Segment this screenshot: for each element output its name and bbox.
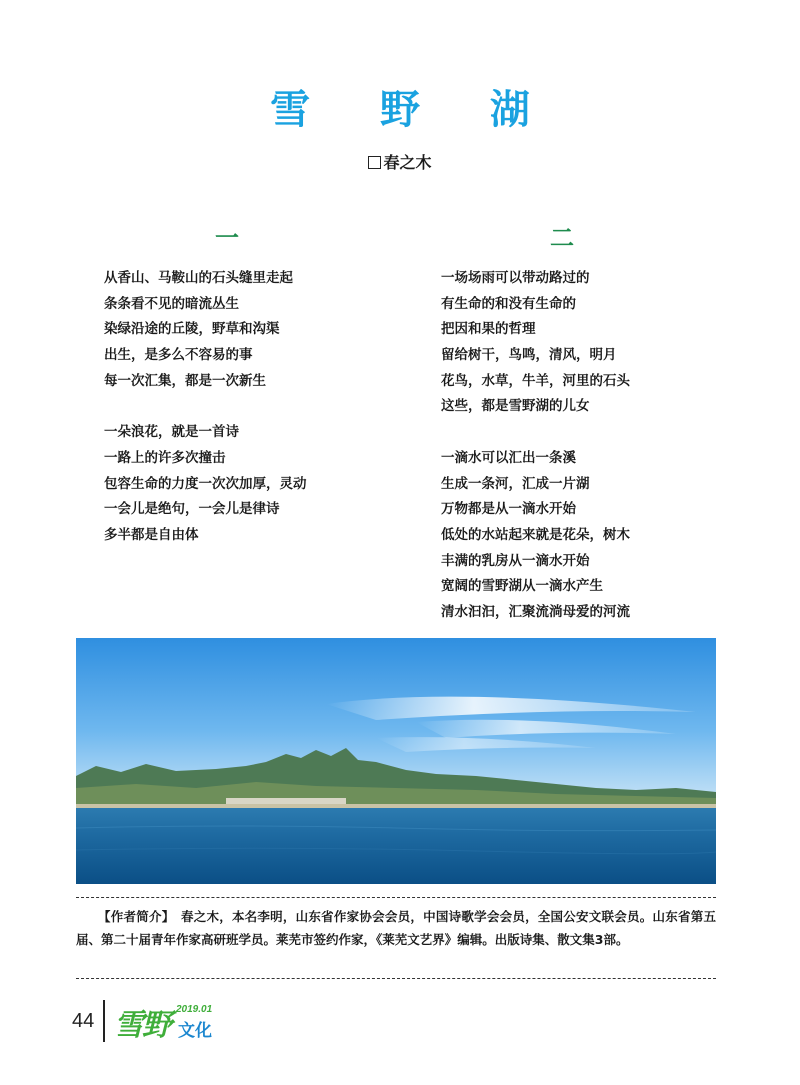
poem-line: 有生命的和没有生命的: [441, 295, 576, 312]
poem-line: 每一次汇集，都是一次新生: [104, 372, 266, 389]
poem-line: 一朵浪花，就是一首诗: [104, 424, 239, 441]
poem-line: 从香山、马鞍山的石头缝里走起: [104, 270, 293, 286]
logo-char-2: 野: [142, 1008, 170, 1043]
poem-line: 丰满的乳房从一滴水开始: [441, 552, 590, 569]
square-icon: [368, 156, 381, 169]
stanza: [441, 266, 731, 420]
poem-line: 万物都是从一滴水开始: [441, 501, 576, 518]
author-name: 春之木: [383, 153, 432, 172]
stanza: [104, 266, 404, 394]
poem-line: 条条看不见的暗流丛生: [104, 295, 239, 312]
page-number: 44: [72, 1010, 95, 1032]
poem-line: 花鸟，水草，牛羊，河里的石头: [441, 372, 630, 389]
author-bio: 【作者简介】 春之木，本名李明，山东省作家协会会员，中国诗歌学会会员，全国公安文联会员。山东省第五届、第二十届青年作家高研班学员。莱芜市签约作家，《莱芜文艺界》编辑。出版诗集、散文集3部。: [76, 909, 716, 947]
poem-line: 这些，都是雪野湖的儿女: [441, 398, 590, 415]
poem-line: 低处的水站起来就是花朵，树木: [441, 526, 630, 543]
article-title: 雪 野 湖: [270, 87, 558, 133]
poem-line: 清水汩汩，汇聚流淌母爱的河流: [441, 603, 630, 620]
poem-line: 出生，是多么不容易的事: [104, 347, 253, 364]
poem-line: 生成一条河，汇成一片湖: [441, 475, 590, 492]
poem-line: 一场场雨可以带动路过的: [441, 270, 590, 286]
stanza: [441, 446, 731, 626]
poem-line: 把因和果的哲理: [441, 321, 536, 338]
poem-line: 一路上的许多次撞击: [104, 449, 226, 466]
poem-line: 一会儿是绝句，一会儿是律诗: [104, 501, 280, 518]
footer-divider: [103, 1000, 105, 1042]
logo-subtitle: 文化: [178, 1021, 212, 1041]
article-author: [0, 150, 800, 173]
divider-bottom: [76, 978, 716, 979]
poem-section-2: [441, 266, 731, 626]
issue-number: 2019.01: [176, 1004, 213, 1015]
poem-line: 多半都是自由体: [104, 526, 199, 543]
poem-section-1: [104, 266, 404, 549]
poem-line: 一滴水可以汇出一条溪: [441, 449, 576, 466]
lake-landscape-image: [76, 638, 716, 884]
poem-line: 宽阔的雪野湖从一滴水产生: [441, 578, 603, 595]
section-number-1: 一: [215, 224, 239, 252]
poem-line: 染绿沿途的丘陵，野草和沟渠: [104, 321, 280, 338]
poem-line: 包容生命的力度一次次加厚，灵动: [104, 475, 307, 492]
divider-top: [76, 897, 716, 898]
logo-char-1: 雪: [114, 1008, 142, 1043]
magazine-logo: [114, 1000, 170, 1044]
poem-line: 留给树干，鸟鸣，清风，明月: [441, 347, 617, 364]
section-number-2: 二: [550, 224, 574, 252]
lake-photo: [76, 638, 716, 884]
stanza: [104, 420, 404, 548]
